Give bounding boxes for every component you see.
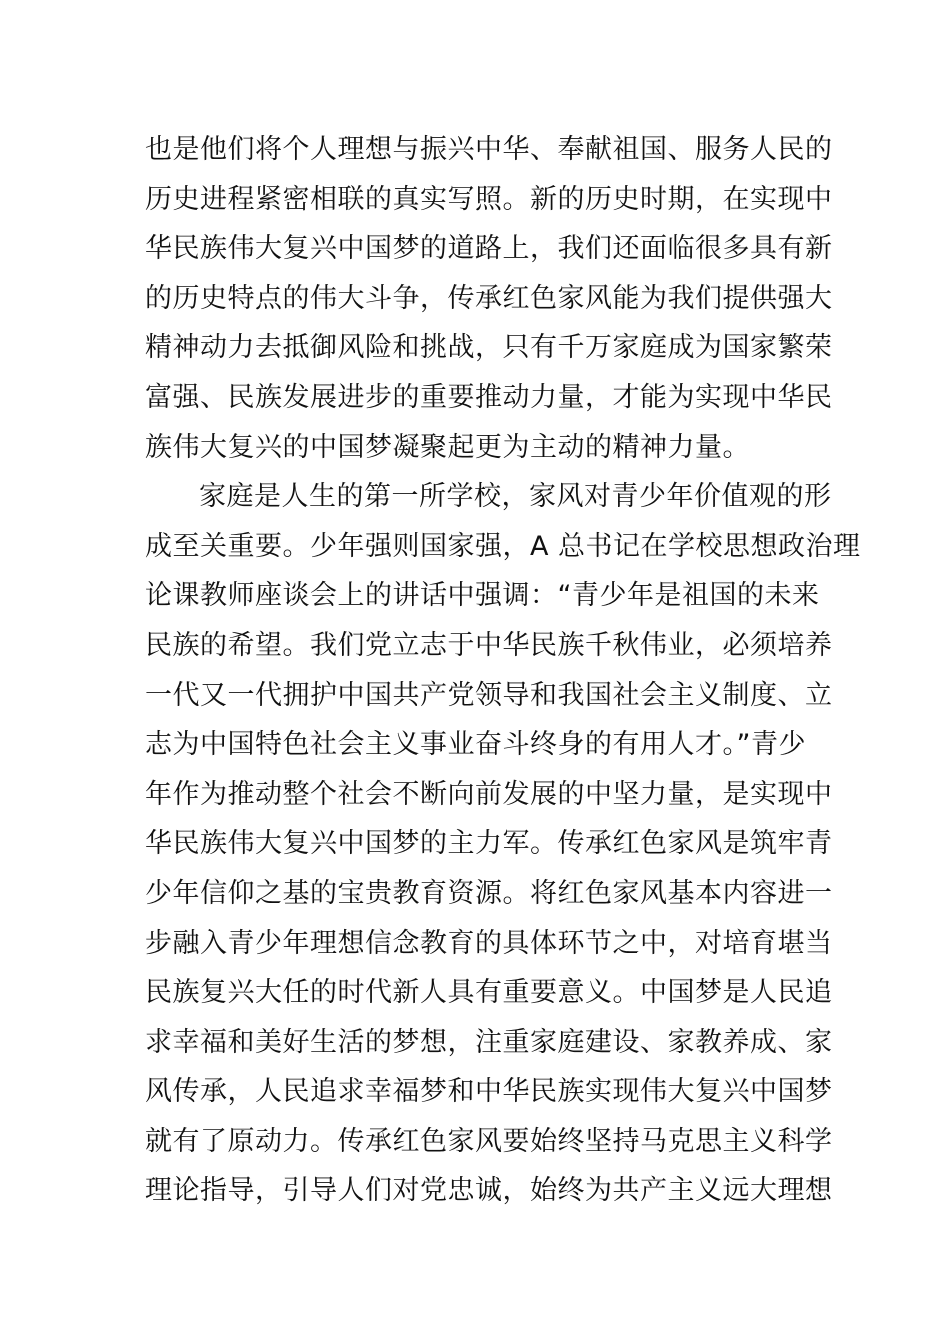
text-line: 民族的希望。我们党立志于中华民族千秋伟业，必须培养 bbox=[145, 629, 833, 661]
paragraph-start-line: 家庭是人生的第一所学校，家风对青少年价值观的形 bbox=[199, 481, 832, 513]
text-line: 步融入青少年理想信念教育的具体环节之中，对培育堪当 bbox=[145, 927, 833, 959]
text-line: 的历史特点的伟大斗争，传承红色家风能为我们提供强大 bbox=[145, 282, 833, 314]
text-line: 一代又一代拥护中国共产党领导和我国社会主义制度、立 bbox=[145, 679, 833, 711]
text-line: 就有了原动力。传承红色家风要始终坚持马克思主义科学 bbox=[145, 1125, 833, 1157]
text-line: 族伟大复兴的中国梦凝聚起更为主动的精神力量。 bbox=[145, 431, 750, 463]
text-line: 志为中国特色社会主义事业奋斗终身的有用人才。”青少 bbox=[145, 729, 806, 761]
text-line: 成至关重要。少年强则国家强，A 总书记在学校思想政治理 bbox=[145, 530, 861, 562]
text-line: 求幸福和美好生活的梦想，注重家庭建设、家教养成、家 bbox=[145, 1026, 833, 1058]
text-line: 精神动力去抵御风险和挑战，只有千万家庭成为国家繁荣 bbox=[145, 332, 833, 364]
text-line: 理论指导，引导人们对党忠诚，始终为共产主义远大理想 bbox=[145, 1175, 833, 1207]
text-line: 华民族伟大复兴中国梦的道路上，我们还面临很多具有新 bbox=[145, 233, 833, 265]
text-line: 论课教师座谈会上的讲话中强调：“青少年是祖国的未来 bbox=[145, 580, 820, 612]
text-line: 少年信仰之基的宝贵教育资源。将红色家风基本内容进一 bbox=[145, 877, 833, 909]
text-line: 华民族伟大复兴中国梦的主力军。传承红色家风是筑牢青 bbox=[145, 828, 833, 860]
text-line: 年作为推动整个社会不断向前发展的中坚力量，是实现中 bbox=[145, 778, 833, 810]
text-line: 民族复兴大任的时代新人具有重要意义。中国梦是人民追 bbox=[145, 977, 833, 1009]
text-line: 历史进程紧密相联的真实写照。新的历史时期，在实现中 bbox=[145, 183, 833, 215]
text-line: 富强、民族发展进步的重要推动力量，才能为实现中华民 bbox=[145, 381, 833, 413]
text-line: 风传承，人民追求幸福梦和中华民族实现伟大复兴中国梦 bbox=[145, 1076, 833, 1108]
text-line: 也是他们将个人理想与振兴中华、奉献祖国、服务人民的 bbox=[145, 134, 833, 165]
body-text bbox=[145, 125, 861, 1216]
